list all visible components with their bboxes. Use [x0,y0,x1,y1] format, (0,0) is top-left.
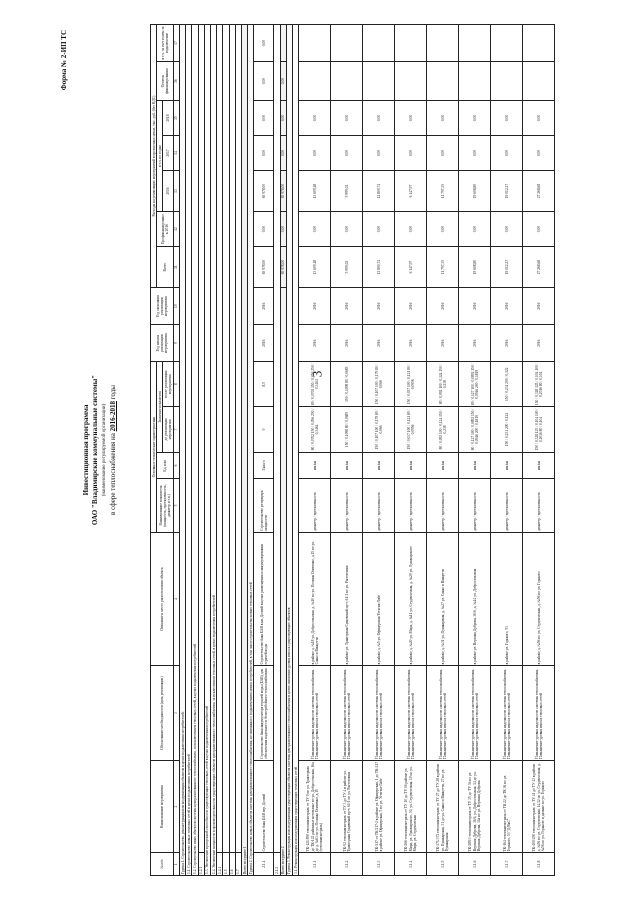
group1-row-num: 1.4.1 [217,853,223,876]
row-name: ТК-52 тепломагистраль от ТУ 3 до ТУ 4 в районе ул. Тракторная Сущевский пр-т, 61/1 по ул. Растопчина [331,760,363,853]
row-financed: 0,00 [427,212,459,247]
row-y2017: 0,00 [331,136,363,171]
row-unit: Гкал/ч [254,452,274,479]
col-number: 5 [173,479,179,532]
group1-row-num: 1.7 [235,853,241,876]
row-financed: 0,00 [523,212,555,247]
row-financed: 0,00 [331,212,363,247]
row-reason: Строительство бака аккумулятора горячей воды (БАВ) для обеспечения надежного и бесперебойного теплоснабжения [254,666,274,761]
row-before: 150 / 0,328 125 / 0,104 100 / 0,2016 80 / 0,104 [523,407,555,452]
row-connect [299,25,331,62]
row-reason: Повышение уровня надежности системы теплоснабжения. Повышение уровня износа тепловых сетей [363,666,395,761]
row-end: 2016 [427,288,459,325]
group1-row: 1.4. Увеличение мощности и производительности существующих объектов централизованного теплоснабжения, за исключением тепловых сетей, в целях подключения потребителей [211,25,217,876]
row-name: ТК-164 тепломагистраль от ТК 22 до ТК 36 по ул. Горького, 53 "Д/ВкС" [491,760,523,853]
row-after: 150 / 0,037 100 / 0,121 80 / 0,0956 [395,362,427,407]
row-num: 2.1.2 [274,853,280,876]
row-num: 3.1.6 [459,853,491,876]
row-connect [459,25,491,62]
document-title [82,20,118,880]
row-total: 19 608,80 [459,247,491,288]
col-number: 9 [173,325,179,362]
row-rest [459,62,491,101]
row-y2017: 0,00 [395,136,427,171]
header-num: № п/п [151,853,174,876]
table-row [459,25,491,876]
group3-sub: 3.1. Реконструкция или модернизация существующих тепловых сетей [293,25,299,876]
form-label: Форма № 2-ИП ТС [60,30,68,91]
row-desc: в районе ул. Тракторная/Сущевский пр-т, 61/1 по ул. Растопчина [331,532,363,666]
table-row [363,25,395,876]
row-y2016: 6 147,97 [395,170,427,211]
row-connect [523,25,555,62]
total-value: 65 978,00 [280,247,286,288]
title-line2: ОАО "Владимирские коммунальные системы" [91,374,99,526]
row-reason: Повышение уровня надежности системы теплоснабжения. Повышение уровня износа тепловых сетей [331,666,363,761]
row-y2016: 5 999,02 [331,170,363,211]
row-y2018: 0,00 [331,101,363,136]
header-before: до реализации мероприятия [163,407,173,452]
row-y2016: 19 608,80 [459,170,491,211]
row-rest [491,62,523,101]
table-row [254,25,274,876]
table-row [523,25,555,876]
row-end: 2016 [395,288,427,325]
title-line3: (наименование регулируемой организации) [102,403,107,497]
title-line4 [109,20,118,880]
total-value: 0,00 [280,62,286,101]
row-y2016: 13 609,48 [299,170,331,211]
row-total: 27 268,68 [523,247,555,288]
row-reason: Повышение уровня надежности системы теплоснабжения. Повышение уровня износа тепловых сетей [491,666,523,761]
row-desc: в районе ул. Горького, 53 [491,532,523,666]
row-financed: 0,00 [395,212,427,247]
row-connect [491,25,523,62]
row-param: диаметр / протяженность [427,479,459,532]
row-param: диаметр / протяженность [459,479,491,532]
row-before: 150 / 0,037 100 / 0,121 80 / 0,0956 [395,407,427,452]
row-end: 2016 [523,288,555,325]
row-after: 150 / 0,231 200 / 0,122 [491,362,523,407]
row-after: 150 / 0,1098 80 / 0,0685 [331,362,363,407]
col-number: 13 [173,170,179,211]
row-total: 13 609,48 [299,247,331,288]
row-start: 2016 [395,325,427,362]
row-desc: в районе д. №5 ул. Офицерская/Усти-на-Лабе [363,532,395,666]
row-start: 2016 [254,325,274,362]
row-financed: 0,00 [459,212,491,247]
col-number: 15 [173,101,179,136]
row-reason: Повышение уровня надежности системы теплоснабжения. Повышение уровня износа тепловых сетей [427,666,459,761]
row-num: 3.1.1 [299,853,331,876]
row-num: 2.1.1 [254,853,274,876]
table-row [427,25,459,876]
total-value: 0,00 [280,101,286,136]
header-desc: Описание и место расположения объекта [151,532,174,666]
row-financed: 0,00 [299,212,331,247]
row-desc: в районе д. №31 ул. Пушкарская, д. №27 ул. Сакко и Ванцетти [427,532,459,666]
table-row [491,25,523,876]
row-financed: 0,00 [363,212,395,247]
row-before: 80 / 0,092 100 / 0,124 150 / 0,238 [427,407,459,452]
row-num: 3.1.2 [331,853,363,876]
row-total: 6 147,97 [395,247,427,288]
title-line1: Инвестиционная программа [82,404,90,496]
row-unit: мм/км [363,452,395,479]
row-before: 150 / 0,107 100 / 0,179 80 / 0,066 [363,407,395,452]
header-rest: Остаток финансирования [157,62,174,101]
header-reason: Обоснование необходимости (цель реализации) [151,666,174,761]
row-before: 0 [254,407,274,452]
row-start: 2016 [363,325,395,362]
row-before: 150 / 0,231 200 / 0,122 [491,407,523,452]
header-connect: в т.ч. за счет платы за подключение [157,25,174,62]
row-y2018: 0,00 [395,101,427,136]
col-number: 16 [173,62,179,101]
row-after: 80 / 0,127 100 / 0,0892 150 / 0,0946 200 / 0,1819 [459,362,491,407]
row-num: 3.1.7 [491,853,523,876]
row-rest [299,62,331,101]
row-financed: 0,00 [254,212,274,247]
row-end: 2016 [254,288,274,325]
row-after: 150 / 0,107 100 / 0,179 80 / 0,066 [363,362,395,407]
header-years-group: в т.ч. по годам [157,101,163,212]
col-number: 3 [173,666,179,761]
row-connect [395,25,427,62]
row-unit: мм/км [491,452,523,479]
row-total: 11 797,35 [427,247,459,288]
header-y2016: 2016 [163,170,173,211]
row-rest [331,62,363,101]
row-before: 150 / 0,1098 80 / 0,0685 [331,407,363,452]
row-y2017: 0,00 [299,136,331,171]
row-unit: мм/км [427,452,459,479]
title-line4-suffix: годы [109,385,117,400]
group1-row: 1.3. Увеличение пропускной способности существующих тепловых сетей в целях подключения потребителей [204,25,210,876]
total-value: 65 978,00 [280,170,286,211]
row-reason: Повышение уровня надежности системы теплоснабжения. Повышение уровня износа тепловых сетей [523,666,555,761]
row-name: ТК-371/372 тепломагистраль от ТУ 27 до ТУ 28 в районе ул. Пушкарская, 31 до ул. Сакко и Ванцетти, 27 по ул. Пушкарская [427,760,459,853]
row-rest [363,62,395,101]
header-unit: Ед. изм. [157,452,174,479]
group1-row-num: 1.2.1 [198,853,204,876]
header-total: Всего [157,247,174,288]
row-connect [331,25,363,62]
row-name: Строительство бака БАВ пер. Долгий [254,760,274,853]
row-start: 2016 [459,325,491,362]
row-total: 65 978,00 [254,247,274,288]
row-param: диаметр / протяженность [331,479,363,532]
total-value: 0,00 [280,136,286,171]
table-row [395,25,427,876]
row-end: 2016 [363,288,395,325]
row-y2016: 27 268,68 [523,170,555,211]
table-row [331,25,363,876]
row-y2018: 0,00 [523,101,555,136]
title-line4-prefix: в сфере теплоснабжения на [109,433,117,515]
group1-row-num: 1.5 [223,853,229,876]
group1-row: 1.2. Строительство иных объектов системы централизованного теплоснабжения, за исключением тепловых сетей, в целях подключения потребителей [192,25,198,876]
row-param: Строительство резервуара мощности [254,479,274,532]
row-desc: в районе ул. Верхняя Дуброва, 36/6, д. №14 ул. Добросельская [459,532,491,666]
table-row [299,25,331,876]
col-number: 14 [173,136,179,171]
row-connect: 0,00 [254,25,274,62]
row-y2016: 65 978,00 [254,170,274,211]
row-total: 19 012,27 [491,247,523,288]
row-unit: мм/км [299,452,331,479]
row-rest [427,62,459,101]
row-start: 2016 [331,325,363,362]
row-y2016: 11 797,35 [427,170,459,211]
row-end: 2016 [459,288,491,325]
header-name: Наименование мероприятия [151,760,174,853]
row-start: 2016 [523,325,555,362]
row-unit: мм/км [523,452,555,479]
header-after: после реализации мероприятия [163,362,173,407]
header-values-group: Значение показателя [157,362,163,452]
row-after: 80 / 0,092 100 / 0,124 150 / 0,238 [427,362,459,407]
group2-title: Группа 2. Строительство новых объектов системы централизованного теплоснабжения, не связанных с подключением новых потребителей, в том числе строительство новых тепловых сетей [248,25,254,876]
group3-rows [299,25,555,876]
col-number: 10 [173,288,179,325]
row-rest [523,62,555,101]
row-y2018: 0,00 [427,101,459,136]
row-financed: 0,00 [491,212,523,247]
header-start: Год начала реализации мероприятия [151,325,174,362]
header-costs-group: Расходы на реализацию мероприятий в прогнозных ценах, тыс. руб. (без НДС) [151,25,157,288]
row-y2017: 0,00 [491,136,523,171]
row-param: диаметр / протяженность [491,479,523,532]
row-desc: в районе д. №20 ул. Мира, д. №11 ул. Студенческая, д. №20 ул. Луначарского [395,532,427,666]
row-y2018: 0,00 [459,101,491,136]
row-y2018: 0,00 [363,101,395,136]
row-y2016: 12 800,74 [363,170,395,211]
row-end: 2016 [331,288,363,325]
group2-total: Всего по группе 2 [280,288,286,876]
row-y2018: 0,00 [254,101,274,136]
row-start: 2016 [491,325,523,362]
col-number: 2 [173,760,179,853]
col-number: 4 [173,532,179,666]
row-num: 3.1.3 [363,853,395,876]
row-unit: мм/км [331,452,363,479]
row-name: ТК-400/450 тепломагистраль от ТУ 41 до ТУ 43 в районе д. №56 по ул. Студенческая, 14,12 по ул. Студенческая, д. №56 по ул. Горького и дальше по ул. Горького [523,760,555,853]
group1-row: 1.1. Строительство новых тепловых сетей в целях подключения потребителей [186,25,192,876]
row-desc: Строительство бака БАВ в кв. Долгий в целях размещения и аккумулирования горячей воды [254,532,274,666]
row-name: ТК-121/850 тепломагистраль от ТУ 9 по ул. Тракторная до ТК-122 районные котельные по ул. Добросельская, 16а до д. №63 по ул. Полины Осипенко, д.15 (тепломагистраль) [299,760,331,853]
row-y2017: 0,00 [523,136,555,171]
row-before: 80 / 0,0702 150 / 0,056 250 / 0,3464 [299,407,331,452]
row-total: 5 999,02 [331,247,363,288]
row-name: ТК-217 от ТК/217-2 в районе ул. Офицерская, 1 до ТК-217 в районе ул. Офицерская, 5 по ул. Усти-на-Лабе [363,760,395,853]
row-after: 8,5 [254,362,274,407]
row-num: 3.1.4 [395,853,427,876]
header-param: Наименование показателя (мощность, протяженность, диаметр и т.п.) [157,479,174,532]
header-y2017: 2017 [163,136,173,171]
row-reason: Повышение уровня надежности системы теплоснабжения. Повышение уровня износа тепловых сетей [395,666,427,761]
row-param: диаметр / протяженность [363,479,395,532]
col-number: 1 [173,853,179,876]
row-y2017: 0,00 [254,136,274,171]
row-unit: мм/км [395,452,427,479]
col-number: 6 [173,452,179,479]
row-unit: мм/км [459,452,491,479]
row-num: 3.1.5 [427,853,459,876]
page-number: 3 [309,370,325,378]
row-y2017: 0,00 [427,136,459,171]
group1-row-num: 1.6 [229,853,235,876]
row-num: 3.1.8 [523,853,555,876]
row-name: ТК-289/3 тепломагистраль от ТУ 35 до ТУ 36 по ул. Верхняя Дуброва, 36/6, ул. Добросельская, 14 до ул. Верхняя Дуброва, 34а по ул. Верхняя Дуброва [459,760,491,853]
col-number: 11 [173,247,179,288]
row-connect [427,25,459,62]
row-param: диаметр / протяженность [299,479,331,532]
group1-title: Группа 1. Строительство, реконструкция или модернизация объектов в целях подключения потребителей: [180,25,186,876]
header-y2018: 2018 [163,101,173,136]
row-start: 2016 [299,325,331,362]
title-period: 2016-2018 [109,401,117,432]
row-before: 80 / 0,127 100 / 0,0892 150 / 0,0946 200 / 0,1819 [459,407,491,452]
row-param: диаметр / протяженность [395,479,427,532]
row-name: ТК-266 тепломагистраль от ТУ 10 до ТУ 16 районе ул. Мира, ул. Луначарского, 30, ул. Студенческая, 10 по ул. Мира, ул. Студенческая [395,760,427,853]
row-after: 80 / 0,0702 150 / 0,056 250 / 0,3464 [299,362,331,407]
rotated-page [60,20,620,880]
row-rest [395,62,427,101]
row-desc: в районе д. №18 ул. Добросельская, д. №10 по ул. Полины Осипенко, д.15 по ул. Сакко и Ванцетти [299,532,331,666]
row-param: диаметр / протяженность [523,479,555,532]
row-start: 2016 [427,325,459,362]
row-y2017: 0,00 [363,136,395,171]
row-total: 12 800,74 [363,247,395,288]
row-end: 2016 [491,288,523,325]
col-number: 8 [173,362,179,407]
row-end: 2016 [299,288,331,325]
row-y2017: 0,00 [459,136,491,171]
header-tech-group: Основные технические характеристики [151,362,157,533]
group3-title: Группа 3. Реконструкция или модернизация существующих объектов системы централизованного теплоснабжения в целях снижения уровня износа существующих объектов [286,25,292,876]
total-value: 0,00 [280,212,286,247]
row-connect [363,25,395,62]
col-number: 12 [173,212,179,247]
row-y2016: 19 012,27 [491,170,523,211]
row-desc: в районе д. №56 по ул. Студенческая, д. №56 по ул. Горького [523,532,555,666]
row-rest: 0,00 [254,62,274,101]
row-y2018: 0,00 [299,101,331,136]
investment-table [150,24,555,876]
row-reason: Повышение уровня надежности системы теплоснабжения. Повышение уровня износа тепловых сетей [299,666,331,761]
group1-total: Всего по группе 1 [242,25,248,876]
row-after: 150 / 0,328 125 / 0,104 100 / 0,2016 80 / 0,104 [523,362,555,407]
col-number: 7 [173,407,179,452]
row-reason: Повышение уровня надежности системы теплоснабжения. Повышение уровня износа тепловых сетей [459,666,491,761]
header-end: Год окончания реализации мероприятия [151,288,174,325]
row-y2018: 0,00 [491,101,523,136]
header-financed: Профинансировано к 2016 [157,212,174,247]
col-number: 17 [173,25,179,62]
